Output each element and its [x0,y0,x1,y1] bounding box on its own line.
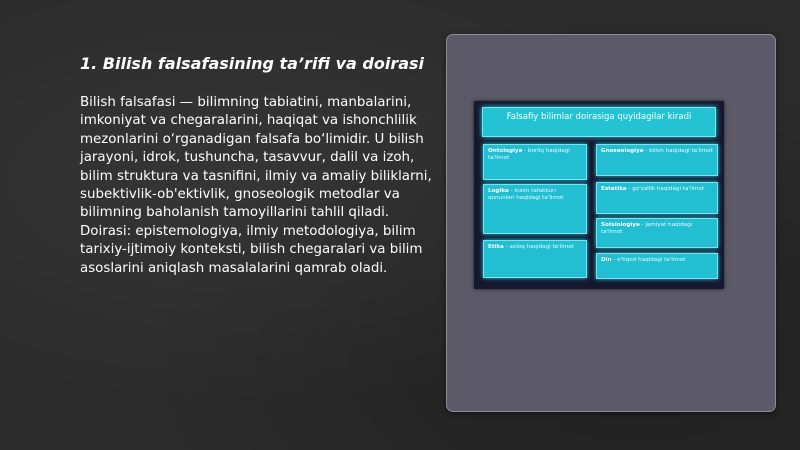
infographic-box-desc: - go'zallik haqidagi ta'limot [628,186,705,192]
infographic-box-term: Estetika [601,186,627,192]
infographic-box [483,184,587,234]
infographic-box-desc: - jamiyat haqidagi ta'limot [601,222,693,236]
infographic-box-term: Logika [488,188,509,194]
infographic-box [483,240,587,278]
infographic-box-term: Etika [488,244,504,250]
infographic-box-desc: - bilish haqidagi ta'limot [645,148,713,154]
infographic-box [596,144,718,176]
infographic-box [596,218,718,248]
infographic-box-term: Din [601,257,612,263]
infographic-box-desc: - axloq haqidagi ta'limot [505,244,574,250]
infographic-box [596,253,718,279]
infographic-box [483,144,587,180]
infographic-title: Falsafiy bilimlar doirasiga quyidagilar kiradi [482,107,716,137]
infographic-box-term: Ontologiya [488,148,523,154]
infographic-box-term: Gnoseologiya [601,148,644,154]
infographic-box-term: Sotsiologiya [601,222,640,228]
infographic-box-desc: - inson tafakkuri qonunlari haqidagi ta'limot [488,188,564,202]
slide-body-text: Bilish falsafasi — bilimning tabiatini, manbalarini, imkoniyat va chegaralarini, haqiqat va ishonchlilik mezonlarini o‘rganadigan falsafa bo‘limidir. U bilish jarayoni, idrok, tushuncha, tasavvur, dalil va izoh, bilim struktura va tasnifini, ilmiy va amaliy biliklarni, subektivlik-ob'ektivlik, gnoseologik metodlar va bilimning baholanish tamoyillarini tahlil qiladi. Doirasi: epistemologiya, ilmiy metodologiya, bilim tarixiy-ijtimoiy konteksti, bilish chegaralari va bilim asoslarini aniqlash masalalarini qamrab oladi. [80,95,432,276]
infographic-box-desc: - e'tiqod haqidagi ta'limot [613,257,686,263]
infographic-box [596,182,718,214]
slide-heading: 1. Bilish falsafasining ta’rifi va doirasi [80,54,425,73]
infographic-box-desc: - borliq haqidagi ta'limot [488,148,570,162]
infographic-image [474,101,724,289]
